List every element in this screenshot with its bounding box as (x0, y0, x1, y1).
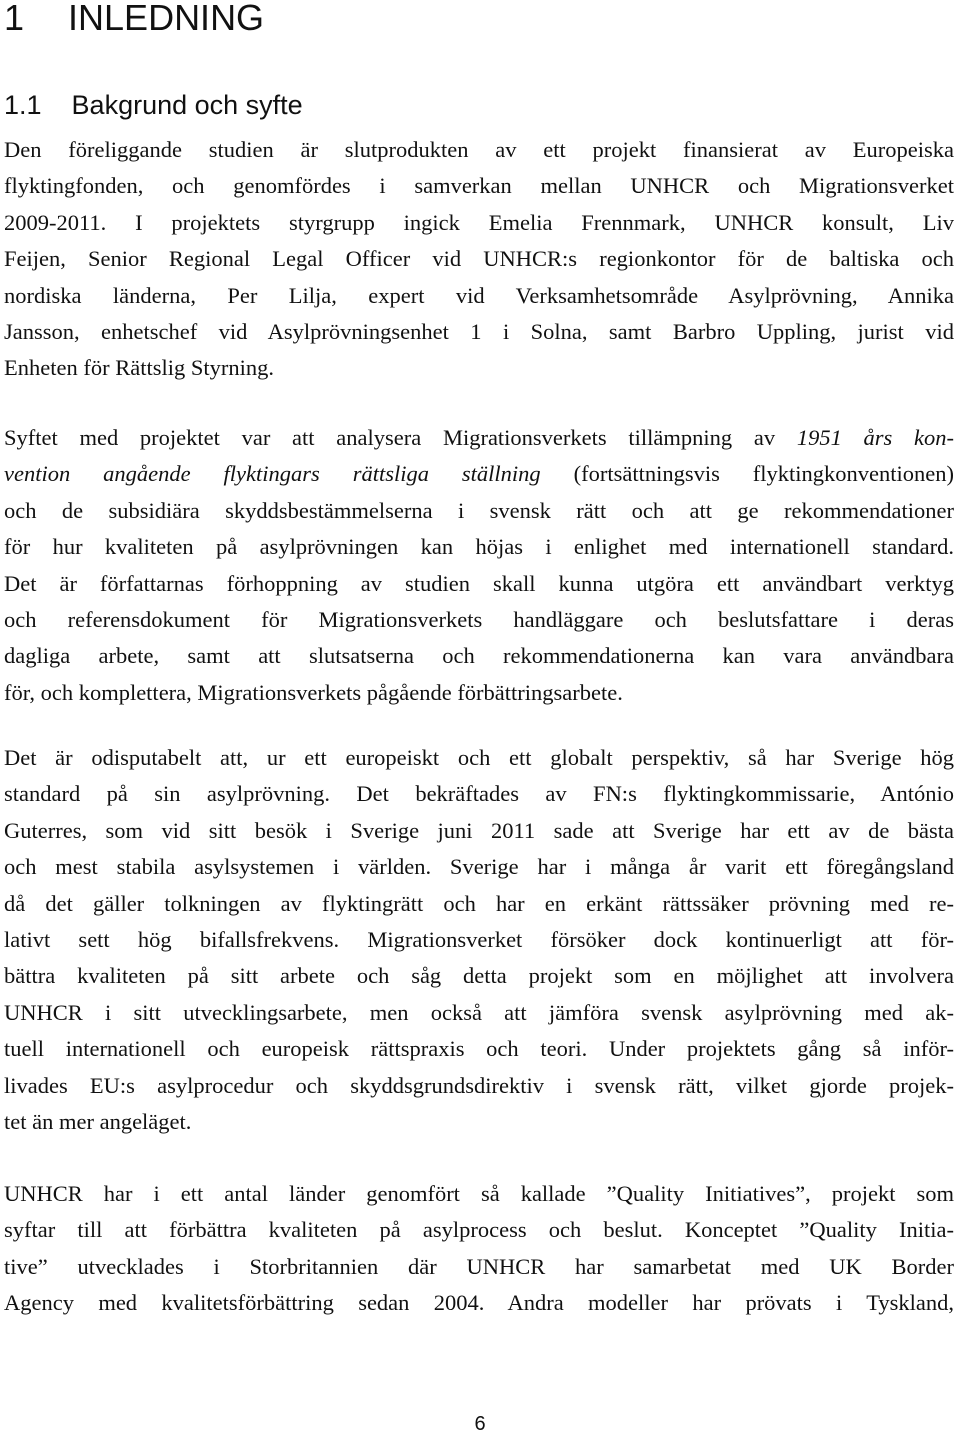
paragraph-line: då det gäller tolkningen av flyktingrätt och har en erkänt rättssäker prövning med re- (4, 890, 954, 916)
paragraph-line: lativt sett hög bifallsfrekvens. Migrationsverket försöker dock kontinuerligt att för- (4, 926, 954, 952)
paragraph-line: Agency med kvalitetsförbättring sedan 2004. Andra modeller har prövats i Tyskland, (4, 1290, 954, 1316)
paragraph-line: UNHCR i sitt utvecklingsarbete, men också att jämföra svensk asylprövning med ak- (4, 999, 954, 1025)
paragraph-line: tive” utvecklades i Storbritannien där UNHCR har samarbetat med UK Border (4, 1253, 954, 1279)
paragraph-line: Guterres, som vid sitt besök i Sverige juni 2011 sade att Sverige har ett av de bästa (4, 817, 954, 843)
paragraph-line: syftar till att förbättra kvaliteten på asylprocess och beslut. Konceptet ”Quality Initia- (4, 1217, 954, 1243)
paragraph-line: för, och komplettera, Migrationsverkets pågående förbättringsarbete. (4, 679, 623, 705)
paragraph-line: Det är författarnas förhoppning av studien skall kunna utgöra ett användbart verktyg (4, 570, 954, 596)
paragraph-line: 2009-2011. I projektets styrgrupp ingick Emelia Frennmark, UNHCR konsult, Liv (4, 209, 954, 235)
paragraph-line: UNHCR har i ett antal länder genomfört så kallade ”Quality Initiatives”, projekt som (4, 1181, 954, 1206)
chapter-heading (4, 0, 264, 38)
section-heading (4, 88, 303, 122)
paragraph-line: Det är odisputabelt att, ur ett europeiskt och ett globalt perspektiv, så har Sverige hög (4, 745, 954, 770)
paragraph-line: för hur kvaliteten på asylprövningen kan höjas i enlighet med internationell standard. (4, 534, 954, 560)
line-italic-text: vention angående flyktingars rättsliga ställning (4, 461, 541, 487)
paragraph-line: tuell internationell och europeisk rättspraxis och teori. Under projektets gång så inför- (4, 1036, 954, 1062)
chapter-title: INLEDNING (68, 0, 265, 38)
paragraph-line: Jansson, enhetschef vid Asylprövningsenhet 1 i Solna, samt Barbro Uppling, jurist vid (4, 318, 954, 344)
section-number: 1.1 (4, 90, 42, 120)
page-number: 6 (474, 1413, 486, 1435)
paragraph-line: Enheten för Rättslig Styrning. (4, 355, 274, 381)
paragraph-line: Den föreliggande studien är slutprodukten av ett projekt finansierat av Europeiska (4, 137, 954, 162)
paragraph-line: och mest stabila asylsystemen i världen. Sverige har i många år varit ett föregångsland (4, 854, 954, 880)
paragraph-line: standard på sin asylprövning. Det bekräftades av FN:s flyktingkommissarie, António (4, 781, 954, 807)
paragraph-line: och referensdokument för Migrationsverkets handläggare och beslutsfattare i deras (4, 606, 954, 632)
paragraph-line: Feijen, Senior Regional Legal Officer vid UNHCR:s regionkontor för de baltiska och (4, 246, 954, 272)
section-title: Bakgrund och syfte (71, 90, 303, 120)
line-text: (fortsättningsvis flyktingkonventionen) (540, 461, 954, 487)
paragraph-line: bättra kvaliteten på sitt arbete och såg detta projekt som en möjlighet att involvera (4, 963, 954, 989)
paragraph-line: livades EU:s asylprocedur och skyddsgrundsdirektiv i svensk rätt, vilket gjorde projek- (4, 1072, 954, 1098)
paragraph-line: dagliga arbete, samt att slutsatserna och rekommendationerna kan vara användbara (4, 643, 954, 669)
paragraph-quality-initiatives (4, 1176, 954, 1322)
paragraph-line: och de subsidiära skyddsbestämmelserna i svensk rätt och att ge rekommendationer (4, 497, 954, 523)
line-text: Syftet med projektet var att analysera Migrationsverkets tillämpning av (4, 425, 797, 450)
paragraph-line: tet än mer angeläget. (4, 1108, 192, 1134)
paragraph-background (4, 132, 954, 387)
paragraph-line (4, 456, 954, 492)
paragraph-purpose (4, 420, 954, 711)
paragraph-line: flyktingfonden, och genomfördes i samverkan mellan UNHCR och Migrationsverket (4, 173, 954, 199)
line-italic-text: 1951 års kon- (796, 425, 954, 450)
paragraph-line: nordiska länderna, Per Lilja, expert vid Verksamhetsområde Asylprövning, Annika (4, 282, 954, 308)
paragraph-standard (4, 740, 954, 1140)
chapter-number: 1 (4, 0, 25, 38)
paragraph-line (4, 420, 954, 456)
